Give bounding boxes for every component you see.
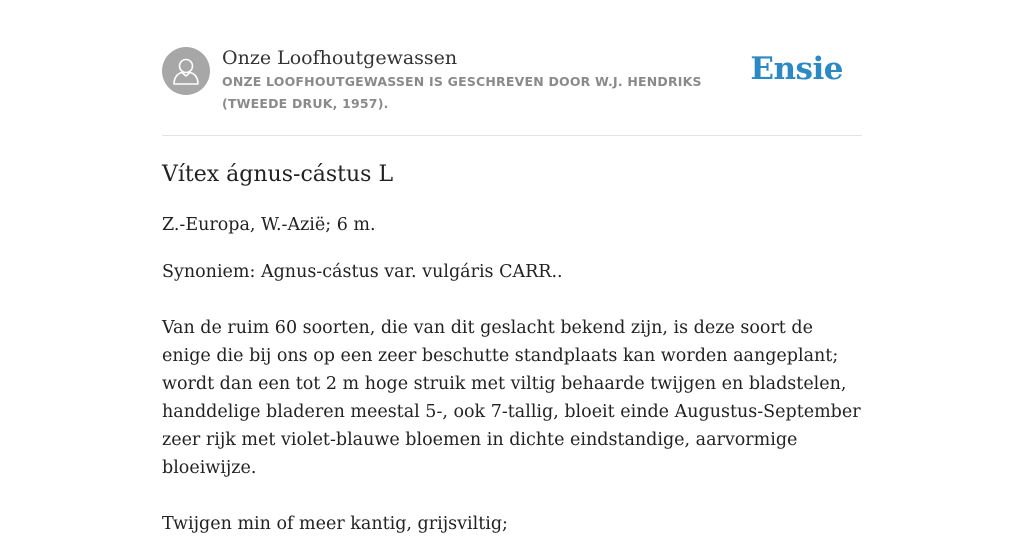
- article-content: [162, 158, 862, 538]
- book-title[interactable]: Onze Loofhoutgewassen: [222, 47, 458, 69]
- entry-twigs: Twijgen min of meer kantig, grijsviltig;: [162, 514, 508, 534]
- book-header: [162, 46, 862, 136]
- header-divider: [162, 135, 862, 136]
- ensie-logo[interactable]: Ensie: [750, 51, 843, 87]
- entry-description: Van de ruim 60 soorten, die van dit geslacht bekend zijn, is deze soort de enige die bij ons op een zeer beschutte standplaats kan worden aangeplant; wordt dan een tot 2 m hoge struik met viltig behaarde twijgen en bladstelen, handdelige bladeren meestal 5-, ook 7-tallig, bloeit einde Augustus-September zeer rijk met violet-blauwe bloemen in dichte eindstandige, aarvormige bloeiwijze.: [162, 318, 861, 478]
- entry-origin: Z.-Europa, W.-Azië; 6 m.: [162, 215, 376, 235]
- user-avatar-icon[interactable]: [162, 47, 210, 95]
- entry-title: Vítex ágnus-cástus L: [162, 162, 394, 187]
- book-subtitle: ONZE LOOFHOUTGEWASSEN IS GESCHREVEN DOOR W.J. HENDRIKS (TWEEDE DRUK, 1957).: [222, 74, 702, 111]
- entry-synonym: Synoniem: Agnus-cástus var. vulgáris CARR..: [162, 262, 563, 282]
